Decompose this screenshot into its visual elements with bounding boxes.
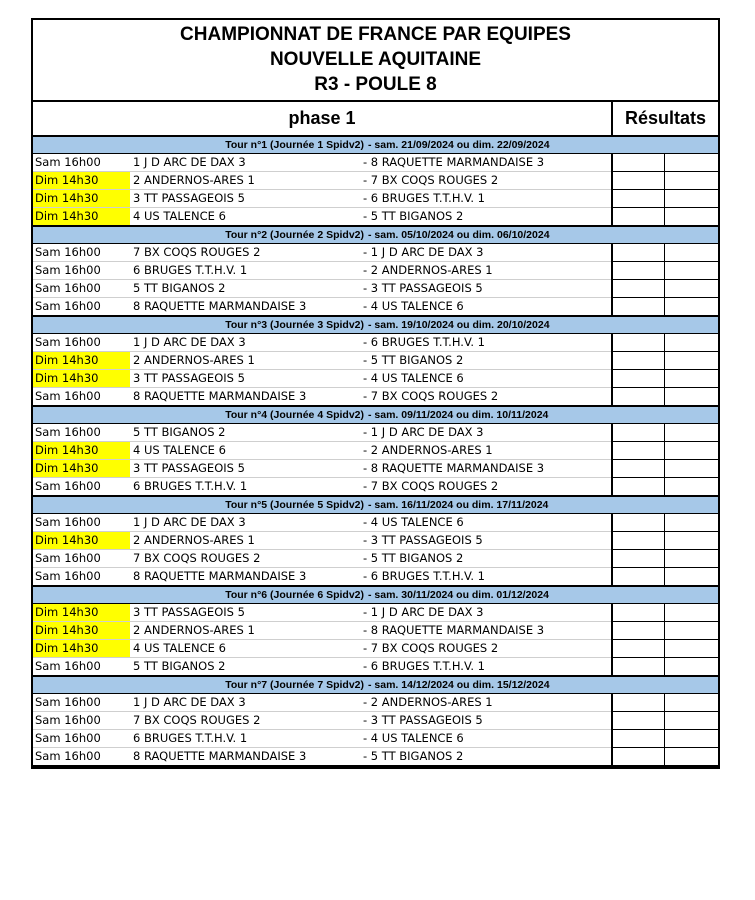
home-team: 3 TT PASSAGEOIS 5 (133, 605, 245, 619)
tour-header (33, 677, 718, 694)
result-home-cell[interactable] (611, 280, 665, 298)
result-away-cell[interactable] (665, 352, 718, 370)
result-home-cell[interactable] (611, 172, 665, 190)
result-away-cell[interactable] (665, 262, 718, 280)
home-team: 5 TT BIGANOS 2 (133, 281, 226, 295)
away-team: - 6 BRUGES T.T.H.V. 1 (363, 569, 485, 583)
match-row (33, 568, 718, 587)
result-home-cell[interactable] (611, 640, 665, 658)
match-row (33, 532, 718, 550)
tour-dates: - sam. 05/10/2024 ou dim. 06/10/2024 (368, 229, 550, 241)
home-team: 4 US TALENCE 6 (133, 641, 226, 655)
result-away-cell[interactable] (665, 568, 718, 585)
home-team: 3 TT PASSAGEOIS 5 (133, 191, 245, 205)
result-home-cell[interactable] (611, 550, 665, 568)
title-line-3: R3 - POULE 8 (314, 74, 437, 95)
result-home-cell[interactable] (611, 514, 665, 532)
away-team: - 4 US TALENCE 6 (363, 515, 464, 529)
away-team: - 5 TT BIGANOS 2 (363, 353, 464, 367)
result-home-cell[interactable] (611, 442, 665, 460)
home-team: 3 TT PASSAGEOIS 5 (133, 461, 245, 475)
away-team: - 3 TT PASSAGEOIS 5 (363, 713, 483, 727)
match-row (33, 730, 718, 748)
away-team: - 6 BRUGES T.T.H.V. 1 (363, 659, 485, 673)
match-row (33, 622, 718, 640)
home-team: 1 J D ARC DE DAX 3 (133, 335, 246, 349)
away-team: - 6 BRUGES T.T.H.V. 1 (363, 335, 485, 349)
home-team: 8 RAQUETTE MARMANDAISE 3 (133, 749, 307, 763)
result-home-cell[interactable] (611, 532, 665, 550)
result-away-cell[interactable] (665, 694, 718, 712)
home-team: 6 BRUGES T.T.H.V. 1 (133, 731, 248, 745)
result-away-cell[interactable] (665, 280, 718, 298)
result-away-cell[interactable] (665, 658, 718, 675)
away-team: - 5 TT BIGANOS 2 (363, 209, 464, 223)
away-team: - 8 RAQUETTE MARMANDAISE 3 (363, 461, 545, 475)
result-away-cell[interactable] (665, 460, 718, 478)
result-away-cell[interactable] (665, 208, 718, 225)
tour-title: Tour n°5 (Journée 5 Spidv2) (225, 499, 364, 511)
away-team: - 2 ANDERNOS-ARES 1 (363, 443, 493, 457)
away-team: - 1 J D ARC DE DAX 3 (363, 245, 484, 259)
home-team: 7 BX COQS ROUGES 2 (133, 551, 261, 565)
result-away-cell[interactable] (665, 388, 718, 405)
match-time: Dim 14h30 (33, 208, 130, 225)
match-time: Dim 14h30 (33, 460, 130, 477)
match-time: Sam 16h00 (35, 389, 101, 403)
match-time: Sam 16h00 (35, 551, 101, 565)
match-time: Sam 16h00 (35, 425, 101, 439)
match-time: Dim 14h30 (33, 532, 130, 549)
away-team: - 6 BRUGES T.T.H.V. 1 (363, 191, 485, 205)
match-row (33, 262, 718, 280)
phase-header-row (33, 102, 718, 137)
tour-header (33, 317, 718, 334)
home-team: 4 US TALENCE 6 (133, 209, 226, 223)
match-time: Sam 16h00 (35, 245, 101, 259)
home-team: 7 BX COQS ROUGES 2 (133, 713, 261, 727)
match-time: Sam 16h00 (35, 713, 101, 727)
match-time: Dim 14h30 (33, 640, 130, 657)
home-team: 1 J D ARC DE DAX 3 (133, 695, 246, 709)
match-row (33, 190, 718, 208)
result-away-cell[interactable] (665, 532, 718, 550)
result-away-cell[interactable] (665, 478, 718, 495)
home-team: 5 TT BIGANOS 2 (133, 425, 226, 439)
away-team: - 2 ANDERNOS-ARES 1 (363, 695, 493, 709)
home-team: 2 ANDERNOS-ARES 1 (133, 533, 255, 547)
match-row (33, 208, 718, 227)
match-row (33, 388, 718, 407)
result-away-cell[interactable] (665, 442, 718, 460)
match-time: Sam 16h00 (35, 731, 101, 745)
away-team: - 7 BX COQS ROUGES 2 (363, 641, 499, 655)
result-away-cell[interactable] (665, 154, 718, 172)
match-time: Sam 16h00 (35, 749, 101, 763)
match-row (33, 352, 718, 370)
tour-title: Tour n°6 (Journée 6 Spidv2) (225, 589, 364, 601)
title-line-2: NOUVELLE AQUITAINE (269, 49, 482, 70)
tour-dates: - sam. 14/12/2024 ou dim. 15/12/2024 (368, 679, 550, 691)
tour-header (33, 227, 718, 244)
away-team: - 1 J D ARC DE DAX 3 (363, 605, 484, 619)
home-team: 2 ANDERNOS-ARES 1 (133, 623, 255, 637)
result-home-cell[interactable] (611, 730, 665, 748)
match-time: Dim 14h30 (33, 442, 130, 459)
match-row (33, 478, 718, 497)
match-time: Dim 14h30 (33, 370, 130, 387)
home-team: 2 ANDERNOS-ARES 1 (133, 173, 255, 187)
title-line-1: CHAMPIONNAT DE FRANCE PAR EQUIPES (180, 24, 571, 45)
home-team: 8 RAQUETTE MARMANDAISE 3 (133, 569, 307, 583)
result-home-cell[interactable] (611, 478, 665, 495)
tour-dates: - sam. 30/11/2024 ou dim. 01/12/2024 (368, 589, 549, 601)
home-team: 5 TT BIGANOS 2 (133, 659, 226, 673)
match-time: Dim 14h30 (33, 622, 130, 639)
home-team: 1 J D ARC DE DAX 3 (133, 515, 246, 529)
result-away-cell[interactable] (665, 730, 718, 748)
match-row (33, 748, 718, 767)
match-row (33, 280, 718, 298)
tour-list (33, 137, 718, 767)
result-home-cell[interactable] (611, 658, 665, 675)
home-team: 8 RAQUETTE MARMANDAISE 3 (133, 299, 307, 313)
away-team: - 5 TT BIGANOS 2 (363, 749, 464, 763)
result-home-cell[interactable] (611, 712, 665, 730)
away-team: - 8 RAQUETTE MARMANDAISE 3 (363, 155, 545, 169)
away-team: - 2 ANDERNOS-ARES 1 (363, 263, 493, 277)
match-row (33, 370, 718, 388)
home-team: 7 BX COQS ROUGES 2 (133, 245, 261, 259)
result-away-cell[interactable] (665, 172, 718, 190)
result-home-cell[interactable] (611, 262, 665, 280)
match-row (33, 604, 718, 622)
result-home-cell[interactable] (611, 352, 665, 370)
match-time: Sam 16h00 (35, 569, 101, 583)
away-team: - 3 TT PASSAGEOIS 5 (363, 533, 483, 547)
result-away-cell[interactable] (665, 334, 718, 352)
away-team: - 4 US TALENCE 6 (363, 731, 464, 745)
document-title (33, 20, 718, 102)
match-time: Dim 14h30 (33, 352, 130, 369)
home-team: 3 TT PASSAGEOIS 5 (133, 371, 245, 385)
tour-title: Tour n°3 (Journée 3 Spidv2) (225, 319, 364, 331)
result-home-cell[interactable] (611, 694, 665, 712)
match-time: Sam 16h00 (35, 281, 101, 295)
tour-header (33, 587, 718, 604)
match-time: Dim 14h30 (33, 172, 130, 189)
match-row (33, 694, 718, 712)
result-away-cell[interactable] (665, 370, 718, 388)
match-row (33, 658, 718, 677)
result-home-cell[interactable] (611, 424, 665, 442)
match-row (33, 244, 718, 262)
match-row (33, 640, 718, 658)
result-home-cell[interactable] (611, 190, 665, 208)
match-time: Dim 14h30 (33, 190, 130, 207)
away-team: - 4 US TALENCE 6 (363, 299, 464, 313)
away-team: - 7 BX COQS ROUGES 2 (363, 479, 499, 493)
result-home-cell[interactable] (611, 370, 665, 388)
result-away-cell[interactable] (665, 712, 718, 730)
match-row (33, 172, 718, 190)
tour-title: Tour n°2 (Journée 2 Spidv2) (225, 229, 364, 241)
home-team: 2 ANDERNOS-ARES 1 (133, 353, 255, 367)
away-team: - 3 TT PASSAGEOIS 5 (363, 281, 483, 295)
result-away-cell[interactable] (665, 622, 718, 640)
result-away-cell[interactable] (665, 604, 718, 622)
tour-title: Tour n°1 (Journée 1 Spidv2) (225, 139, 364, 151)
result-home-cell[interactable] (611, 568, 665, 585)
result-home-cell[interactable] (611, 298, 665, 315)
tour-header (33, 497, 718, 514)
result-away-cell[interactable] (665, 550, 718, 568)
home-team: 1 J D ARC DE DAX 3 (133, 155, 246, 169)
result-away-cell[interactable] (665, 424, 718, 442)
away-team: - 7 BX COQS ROUGES 2 (363, 173, 499, 187)
match-time: Sam 16h00 (35, 335, 101, 349)
tour-title: Tour n°4 (Journée 4 Spidv2) (225, 409, 364, 421)
result-home-cell[interactable] (611, 154, 665, 172)
home-team: 8 RAQUETTE MARMANDAISE 3 (133, 389, 307, 403)
result-away-cell[interactable] (665, 748, 718, 765)
away-team: - 1 J D ARC DE DAX 3 (363, 425, 484, 439)
result-away-cell[interactable] (665, 298, 718, 315)
match-time: Sam 16h00 (35, 155, 101, 169)
tour-title: Tour n°7 (Journée 7 Spidv2) (225, 679, 364, 691)
result-away-cell[interactable] (665, 190, 718, 208)
match-row (33, 712, 718, 730)
match-row (33, 550, 718, 568)
results-label: Résultats (624, 108, 707, 128)
result-away-cell[interactable] (665, 244, 718, 262)
result-home-cell[interactable] (611, 244, 665, 262)
away-team: - 7 BX COQS ROUGES 2 (363, 389, 499, 403)
away-team: - 4 US TALENCE 6 (363, 371, 464, 385)
tour-dates: - sam. 21/09/2024 ou dim. 22/09/2024 (368, 139, 550, 151)
result-home-cell[interactable] (611, 604, 665, 622)
match-row (33, 424, 718, 442)
result-home-cell[interactable] (611, 208, 665, 225)
tour-header (33, 137, 718, 154)
result-away-cell[interactable] (665, 514, 718, 532)
tour-header (33, 407, 718, 424)
phase-label: phase 1 (33, 102, 613, 135)
away-team: - 5 TT BIGANOS 2 (363, 551, 464, 565)
result-away-cell[interactable] (665, 640, 718, 658)
match-time: Sam 16h00 (35, 659, 101, 673)
match-row (33, 154, 718, 172)
home-team: 6 BRUGES T.T.H.V. 1 (133, 263, 248, 277)
result-home-cell[interactable] (611, 460, 665, 478)
tour-dates: - sam. 16/11/2024 ou dim. 17/11/2024 (368, 499, 549, 511)
result-home-cell[interactable] (611, 748, 665, 765)
match-time: Sam 16h00 (35, 479, 101, 493)
result-home-cell[interactable] (611, 334, 665, 352)
match-row (33, 460, 718, 478)
match-row (33, 442, 718, 460)
home-team: 4 US TALENCE 6 (133, 443, 226, 457)
schedule-sheet (31, 18, 720, 769)
away-team: - 8 RAQUETTE MARMANDAISE 3 (363, 623, 545, 637)
match-time: Sam 16h00 (35, 299, 101, 313)
match-row (33, 298, 718, 317)
match-time: Sam 16h00 (35, 695, 101, 709)
match-time: Sam 16h00 (35, 515, 101, 529)
match-time: Dim 14h30 (33, 604, 130, 621)
match-row (33, 334, 718, 352)
result-home-cell[interactable] (611, 622, 665, 640)
match-time: Sam 16h00 (35, 263, 101, 277)
match-row (33, 514, 718, 532)
home-team: 6 BRUGES T.T.H.V. 1 (133, 479, 248, 493)
result-home-cell[interactable] (611, 388, 665, 405)
tour-dates: - sam. 09/11/2024 ou dim. 10/11/2024 (368, 409, 549, 421)
tour-dates: - sam. 19/10/2024 ou dim. 20/10/2024 (368, 319, 550, 331)
